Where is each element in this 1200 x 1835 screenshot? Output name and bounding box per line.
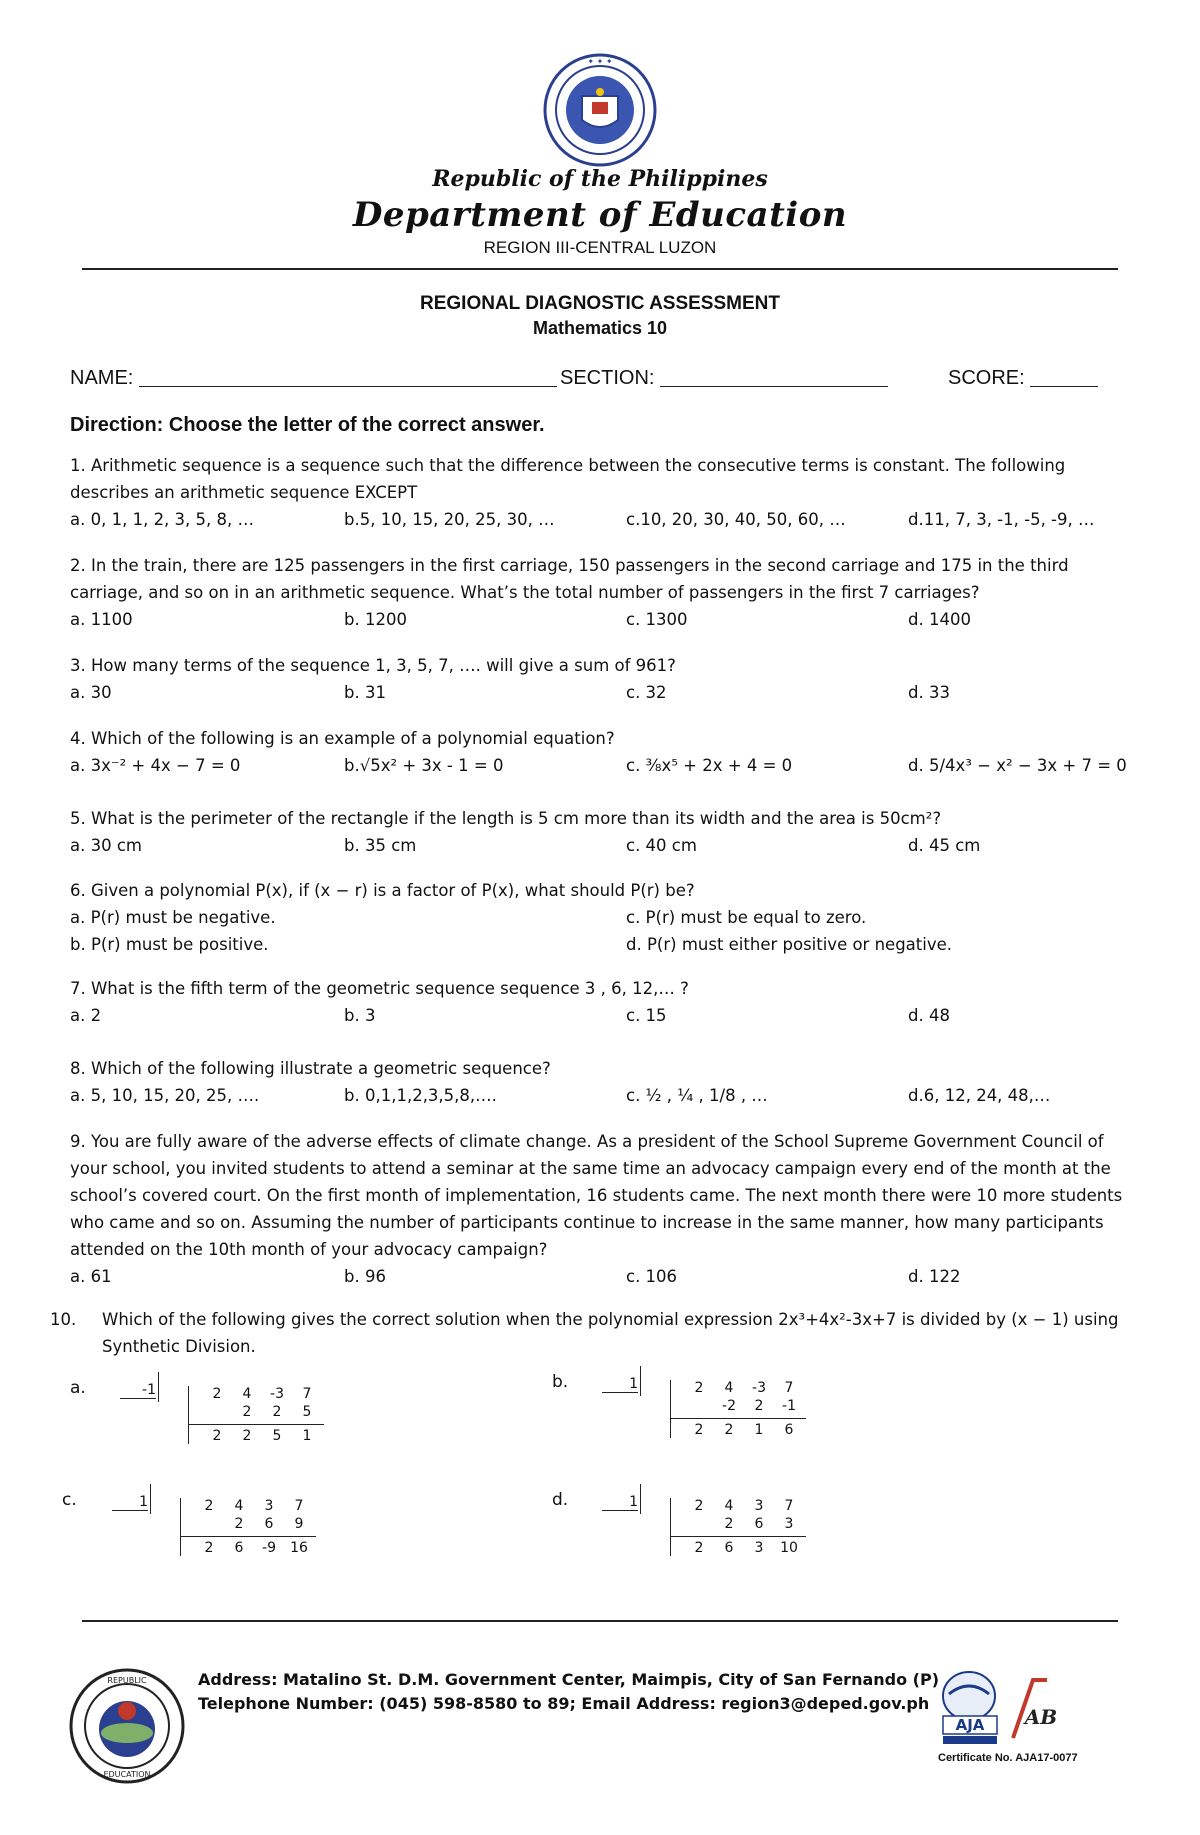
footer-address — [198, 1668, 939, 1716]
coefficient-cell: 2 — [694, 1380, 704, 1396]
question-stem: 2. In the train, there are 125 passengers in the first carriage, 150 passengers in the second carriage and 175 in the third carriage, and so on in an arithmetic sequence. What’s the total number of passengers in the first 7 carriages? — [70, 556, 1069, 602]
coefficient-cell: 2 — [242, 1428, 252, 1444]
coefficient-cell: 5 — [272, 1428, 282, 1444]
question-6 — [70, 877, 1130, 958]
option-c[interactable]: c. P(r) must be equal to zero. — [626, 908, 867, 927]
question-stem: 9. You are fully aware of the adverse effects of climate change. As a president of the School Supreme Government Council of your school, you invited students to attend a seminar at the same time an advocacy campaign every end of the month at the school’s covered court. On the first month of implementation, 16 students came. The next month there were 10 more students who came and so on. Assuming the number of participants continue to increase in the same manner, how many participants attended on the 10th month of your advocacy campaign? — [70, 1132, 1123, 1259]
coefficient-cell: 2 — [242, 1404, 252, 1420]
coefficient-cell: 6 — [724, 1540, 734, 1556]
bracket-line — [188, 1386, 189, 1444]
coefficient-cell: 10 — [780, 1540, 798, 1556]
coefficient-cell: 1 — [754, 1422, 764, 1438]
divisor-bar — [158, 1372, 159, 1402]
section-field[interactable] — [560, 366, 888, 390]
svg-text:REPUBLIC: REPUBLIC — [107, 1676, 147, 1685]
republic-text: Republic of the Philippines — [432, 166, 768, 192]
name-blank[interactable] — [139, 366, 557, 387]
option-b[interactable]: b. 31 — [344, 683, 386, 702]
coefficient-cell: 4 — [724, 1498, 734, 1514]
coefficient-cell: -2 — [722, 1398, 736, 1414]
result-line — [188, 1424, 324, 1425]
question-4 — [70, 725, 1130, 779]
result-line — [670, 1418, 806, 1419]
option-c[interactable]: c. 40 cm — [626, 836, 697, 855]
assessment-title: REGIONAL DIAGNOSTIC ASSESSMENT — [420, 293, 780, 314]
svg-text:EDUCATION: EDUCATION — [103, 1770, 151, 1779]
question-10 — [50, 1306, 1130, 1360]
coefficient-cell: 2 — [754, 1398, 764, 1414]
svg-text:AJA: AJA — [955, 1716, 985, 1734]
question-stem: 3. How many terms of the sequence 1, 3, 5, 7, …. will give a sum of 961? — [70, 656, 676, 675]
option-d[interactable]: d.11, 7, 3, -1, -5, -9, … — [908, 510, 1095, 529]
coefficient-cell: 6 — [784, 1422, 794, 1438]
certificate-number: Certificate No. AJA17-0077 — [938, 1752, 1078, 1764]
option-a[interactable]: a. P(r) must be negative. — [70, 908, 276, 927]
divisor: 1 — [602, 1494, 638, 1511]
coefficient-cell: 3 — [784, 1516, 794, 1532]
option-b[interactable]: b.√5x² + 3x - 1 = 0 — [344, 756, 504, 775]
option-label: d. — [552, 1490, 569, 1510]
coefficient-cell: 6 — [264, 1516, 274, 1532]
name-label: NAME: — [70, 367, 134, 389]
bracket-line — [180, 1498, 181, 1556]
divisor: -1 — [120, 1382, 156, 1399]
divisor: 1 — [602, 1376, 638, 1393]
coefficient-cell: 2 — [204, 1498, 214, 1514]
coefficient-cell: 3 — [754, 1540, 764, 1556]
option-c[interactable]: c. 106 — [626, 1267, 678, 1286]
coefficient-cell: 2 — [724, 1516, 734, 1532]
option-b[interactable]: b. 1200 — [344, 610, 407, 629]
divisor-bar — [640, 1484, 641, 1514]
option-c[interactable]: c. 1300 — [626, 610, 688, 629]
coefficient-cell: 1 — [302, 1428, 312, 1444]
coefficient-cell: -9 — [262, 1540, 276, 1556]
question-stem: 1. Arithmetic sequence is a sequence such that the difference between the consecutive terms is constant. The following describes an arithmetic sequence EXCEPT — [70, 456, 1066, 502]
option-label: a. — [70, 1378, 86, 1398]
coefficient-cell: 16 — [290, 1540, 308, 1556]
option-b[interactable]: b. P(r) must be positive. — [70, 935, 269, 954]
option-c[interactable]: c. 32 — [626, 683, 667, 702]
question-9 — [70, 1128, 1130, 1290]
option-d[interactable]: d. P(r) must either positive or negative. — [626, 935, 952, 954]
option-d[interactable]: d. 45 cm — [908, 836, 981, 855]
coefficient-cell: 7 — [784, 1380, 794, 1396]
coefficient-cell: 6 — [234, 1540, 244, 1556]
question-7 — [70, 975, 1130, 1029]
section-blank[interactable] — [660, 366, 888, 387]
option-b[interactable]: b. 3 — [344, 1006, 376, 1025]
option-d[interactable]: d. 1400 — [908, 610, 971, 629]
divisor-bar — [640, 1366, 641, 1396]
divisor: 1 — [112, 1494, 148, 1511]
question-number: 10. — [50, 1310, 77, 1329]
coefficient-cell: 2 — [272, 1404, 282, 1420]
svg-text:AB: AB — [1024, 1705, 1058, 1729]
option-a[interactable]: a. 1100 — [70, 610, 133, 629]
score-label: SCORE: — [948, 367, 1025, 389]
coefficient-cell: 2 — [212, 1386, 222, 1402]
option-c[interactable]: c. 15 — [626, 1006, 667, 1025]
option-d[interactable]: d. 122 — [908, 1267, 961, 1286]
option-c[interactable]: c. ½ , ¼ , 1/8 , … — [626, 1086, 768, 1105]
coefficient-cell: 4 — [242, 1386, 252, 1402]
option-a[interactable]: a. 3x⁻² + 4x − 7 = 0 — [70, 756, 241, 775]
section-label: SECTION: — [560, 367, 655, 389]
option-d[interactable]: d. 5/4x³ − x² − 3x + 7 = 0 — [908, 756, 1127, 775]
header-divider — [82, 268, 1118, 270]
telephone-line: Telephone Number: (045) 598-8580 to 89; Email Address: region3@deped.gov.ph — [198, 1694, 930, 1713]
option-a[interactable]: a. 0, 1, 1, 2, 3, 5, 8, … — [70, 510, 255, 529]
score-blank[interactable] — [1030, 366, 1098, 387]
option-a[interactable]: a. 30 — [70, 683, 112, 702]
result-line — [670, 1536, 806, 1537]
option-c[interactable]: c. ⅜x⁵ + 2x + 4 = 0 — [626, 756, 793, 775]
coefficient-cell: -3 — [270, 1386, 284, 1402]
question-stem: 4. Which of the following is an example of a polynomial equation? — [70, 729, 615, 748]
option-d[interactable]: d. 48 — [908, 1006, 950, 1025]
department-title: Department of Education — [352, 195, 848, 235]
question-2 — [70, 552, 1130, 633]
question-1 — [70, 452, 1130, 533]
option-a[interactable]: a. 5, 10, 15, 20, 25, …. — [70, 1086, 260, 1105]
coefficient-cell: 2 — [694, 1540, 704, 1556]
question-stem: 5. What is the perimeter of the rectangle if the length is 5 cm more than its width and the area is 50cm²? — [70, 809, 942, 828]
coefficient-cell: 2 — [212, 1428, 222, 1444]
aja-certification-logo-icon — [935, 1668, 1075, 1748]
coefficient-cell: 2 — [724, 1422, 734, 1438]
address-line: Address: Matalino St. D.M. Government Center, Maimpis, City of San Fernando (P) — [198, 1670, 940, 1689]
direction-text: Direction: Choose the letter of the correct answer. — [70, 414, 545, 436]
svg-text:✦ ✦ ✦: ✦ ✦ ✦ — [587, 57, 613, 66]
coefficient-cell: -1 — [782, 1398, 796, 1414]
coefficient-cell: 7 — [784, 1498, 794, 1514]
coefficient-cell: 6 — [754, 1516, 764, 1532]
question-stem: 7. What is the fifth term of the geometric sequence sequence 3 , 6, 12,… ? — [70, 979, 689, 998]
deped-footer-seal-icon — [68, 1667, 186, 1785]
score-field[interactable] — [948, 366, 1098, 390]
coefficient-cell: -3 — [752, 1380, 766, 1396]
bracket-line — [670, 1498, 671, 1556]
question-stem: 6. Given a polynomial P(x), if (x − r) is a factor of P(x), what should P(r) be? — [70, 881, 695, 900]
option-b[interactable]: b. 96 — [344, 1267, 386, 1286]
region-text: REGION III-CENTRAL LUZON — [483, 238, 717, 257]
coefficient-cell: 2 — [204, 1540, 214, 1556]
footer-divider — [82, 1620, 1118, 1622]
question-3 — [70, 652, 1130, 706]
name-field[interactable] — [70, 366, 557, 390]
option-label: b. — [552, 1372, 569, 1392]
option-a[interactable]: a. 30 cm — [70, 836, 142, 855]
coefficient-cell: 9 — [294, 1516, 304, 1532]
coefficient-cell: 2 — [694, 1422, 704, 1438]
option-c[interactable]: c.10, 20, 30, 40, 50, 60, … — [626, 510, 846, 529]
option-label: c. — [62, 1490, 77, 1510]
result-line — [180, 1536, 316, 1537]
bracket-line — [670, 1380, 671, 1438]
coefficient-cell: 3 — [754, 1498, 764, 1514]
question-stem: 8. Which of the following illustrate a geometric sequence? — [70, 1059, 551, 1078]
option-a[interactable]: a. 61 — [70, 1267, 112, 1286]
option-b[interactable]: b.5, 10, 15, 20, 25, 30, … — [344, 510, 555, 529]
question-5 — [70, 805, 1130, 859]
divisor-bar — [150, 1484, 151, 1514]
subject-title: Mathematics 10 — [532, 318, 668, 338]
question-8 — [70, 1055, 1130, 1109]
question-stem: Which of the following gives the correct solution when the polynomial expression 2x³+4x²-3x+7 is divided by (x − 1) using Synthetic Division. — [102, 1310, 1119, 1356]
coefficient-cell: 7 — [302, 1386, 312, 1402]
deped-seal-icon — [542, 52, 658, 168]
option-d[interactable]: d. 33 — [908, 683, 950, 702]
coefficient-cell: 3 — [264, 1498, 274, 1514]
option-b[interactable]: b. 35 cm — [344, 836, 417, 855]
option-b[interactable]: b. 0,1,1,2,3,5,8,…. — [344, 1086, 497, 1105]
coefficient-cell: 5 — [302, 1404, 312, 1420]
option-a[interactable]: a. 2 — [70, 1006, 102, 1025]
coefficient-cell: 4 — [234, 1498, 244, 1514]
coefficient-cell: 4 — [724, 1380, 734, 1396]
coefficient-cell: 2 — [234, 1516, 244, 1532]
coefficient-cell: 7 — [294, 1498, 304, 1514]
coefficient-cell: 2 — [694, 1498, 704, 1514]
option-d[interactable]: d.6, 12, 24, 48,… — [908, 1086, 1051, 1105]
